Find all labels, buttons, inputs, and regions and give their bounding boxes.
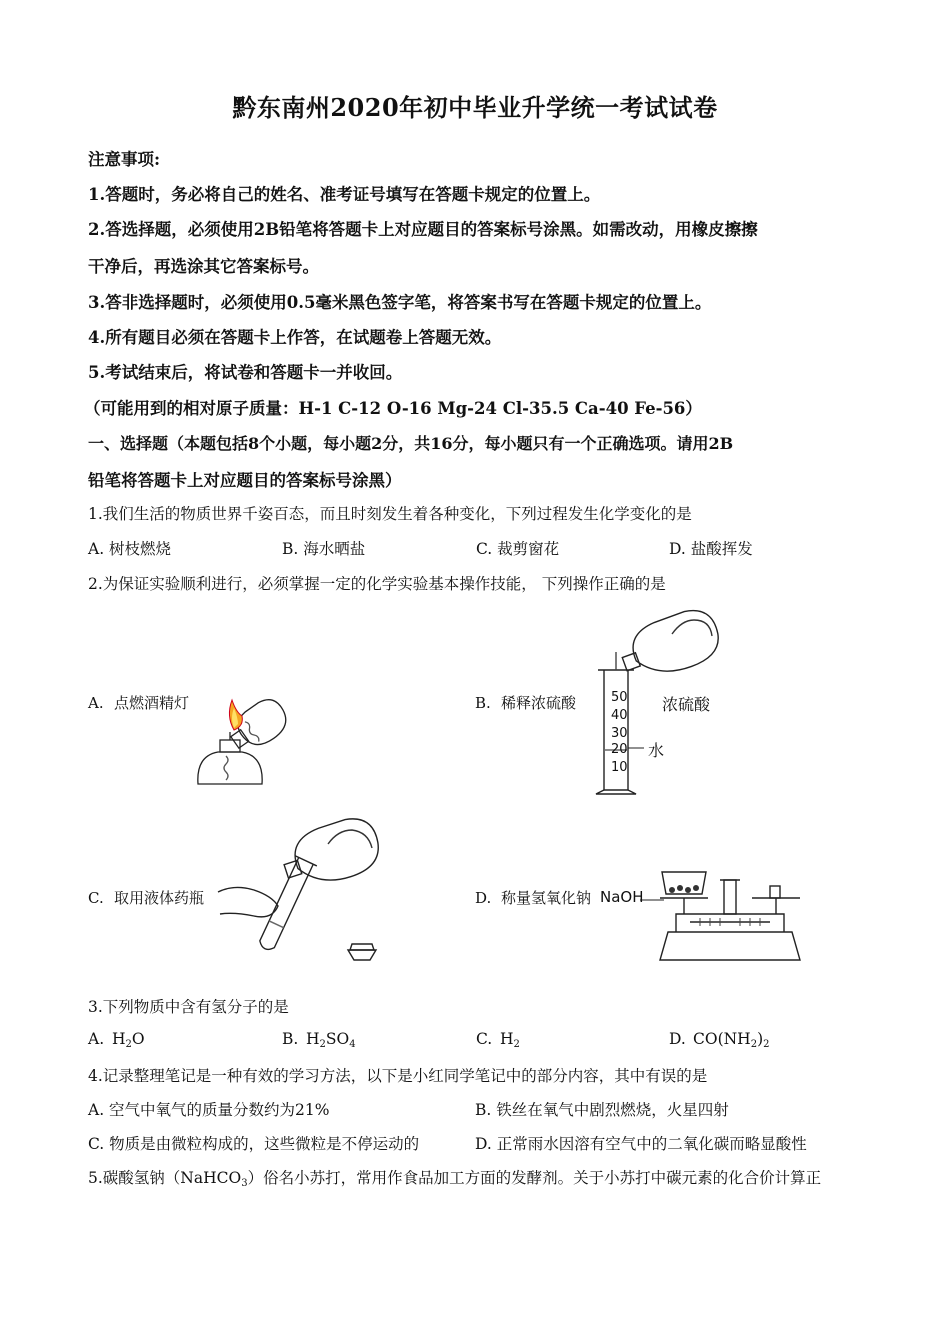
q1-option-c: C. 裁剪窗花 [476, 540, 560, 558]
notice-item-2: 2.答选择题，必须使用2B铅笔将答题卡上对应题目的答案标号涂黑。如需改动，用橡皮擦擦 [88, 220, 758, 239]
q1-stem: 1.我们生活的物质世界千姿百态，而且时刻发生着各种变化，下列过程发生化学变化的是 [88, 505, 692, 523]
q2-option-a-text: 点燃酒精灯 [114, 694, 190, 712]
q2-option-a-letter: A. [88, 694, 104, 712]
notice-item-3: 3.答非选择题时，必须使用0.5毫米黑色签字笔，将答案书写在答题卡规定的位置上。 [88, 293, 712, 312]
q2-option-d-text: 称量氢氧化钠 [501, 889, 592, 907]
notice-item-5: 5.考试结束后，将试卷和答题卡一并收回。 [88, 363, 403, 382]
q2-option-c-text: 取用液体药瓶 [114, 889, 205, 907]
scale-30: 30 [611, 726, 628, 741]
q2-option-d-letter: D. [475, 889, 492, 907]
q1-option-b: B. 海水晒盐 [282, 540, 366, 558]
q2-option-a-label [88, 692, 189, 713]
q2-option-b-letter: B. [475, 694, 491, 712]
section-heading-line1: 一、选择题（本题包括8个小题，每小题2分，共16分，每小题只有一个正确选项。请用2B [88, 434, 734, 453]
q1-option-a: A. 树枝燃烧 [88, 540, 172, 558]
alcohol-lamp-illustration [190, 686, 300, 796]
q3-option-d: D. $CO(NH_2)_2$ [669, 1030, 770, 1050]
water-label: 水 [648, 741, 665, 760]
q4-option-b: B. 铁丝在氧气中剧烈燃烧，火星四射 [475, 1101, 729, 1119]
notice-item-2-cont: 干净后，再选涂其它答案标号。 [88, 257, 319, 276]
q4-option-c: C. 物质是由微粒构成的，这些微粒是不停运动的 [88, 1135, 420, 1153]
pour-liquid-illustration [214, 808, 394, 968]
q2-option-b-text: 稀释浓硫酸 [501, 694, 577, 712]
scale-50: 50 [611, 690, 628, 705]
notice-heading: 注意事项: [88, 150, 161, 169]
q5-stem: 5.碳酸氢钠（NaHCO$_3$）俗名小苏打，常用作食品加工方面的发酵剂。关于小苏打中碳元素的化合价计算正 [88, 1169, 822, 1189]
notice-item-4: 4.所有题目必须在答题卡上作答，在试题卷上答题无效。 [88, 328, 502, 347]
naoh-label: NaOH [600, 888, 644, 906]
scale-20: 20 [611, 742, 628, 757]
acid-label: 浓硫酸 [662, 695, 711, 714]
q3-option-b: B. $H_2SO_4$ [282, 1030, 356, 1050]
q2-option-c-label [88, 887, 204, 908]
section-heading-line2: 铅笔将答题卡上对应题目的答案标号涂黑） [88, 471, 402, 490]
q3-option-a: A. $H_2O$ [88, 1030, 145, 1050]
q2-option-b-label [475, 692, 576, 713]
q4-option-d: D. 正常雨水因溶有空气中的二氧化碳而略显酸性 [475, 1135, 807, 1153]
atomic-masses: （可能用到的相对原子质量：H-1 C-12 O-16 Mg-24 Cl-35.5 Ca-40 Fe-56） [84, 399, 702, 418]
balance-illustration [600, 860, 820, 970]
q3-stem: 3.下列物质中含有氢分子的是 [88, 998, 289, 1016]
scale-40: 40 [611, 708, 628, 723]
q2-option-c-letter: C. [88, 889, 104, 907]
q4-stem: 4.记录整理笔记是一种有效的学习方法，以下是小红同学笔记中的部分内容，其中有误的是 [88, 1067, 708, 1085]
notice-item-1: 1.答题时，务必将自己的姓名、准考证号填写在答题卡规定的位置上。 [88, 185, 601, 204]
page-title: 黔东南州2020年初中毕业升学统一考试试卷 [232, 93, 718, 122]
q1-option-d: D. 盐酸挥发 [669, 540, 753, 558]
q2-option-d-label [475, 887, 591, 908]
scale-10: 10 [611, 760, 628, 775]
q2-stem: 2.为保证实验顺利进行，必须掌握一定的化学实验基本操作技能， 下列操作正确的是 [88, 575, 666, 593]
q3-option-c: C. $H_2$ [476, 1030, 520, 1050]
q4-option-a: A. 空气中氧气的质量分数约为21% [88, 1101, 330, 1119]
